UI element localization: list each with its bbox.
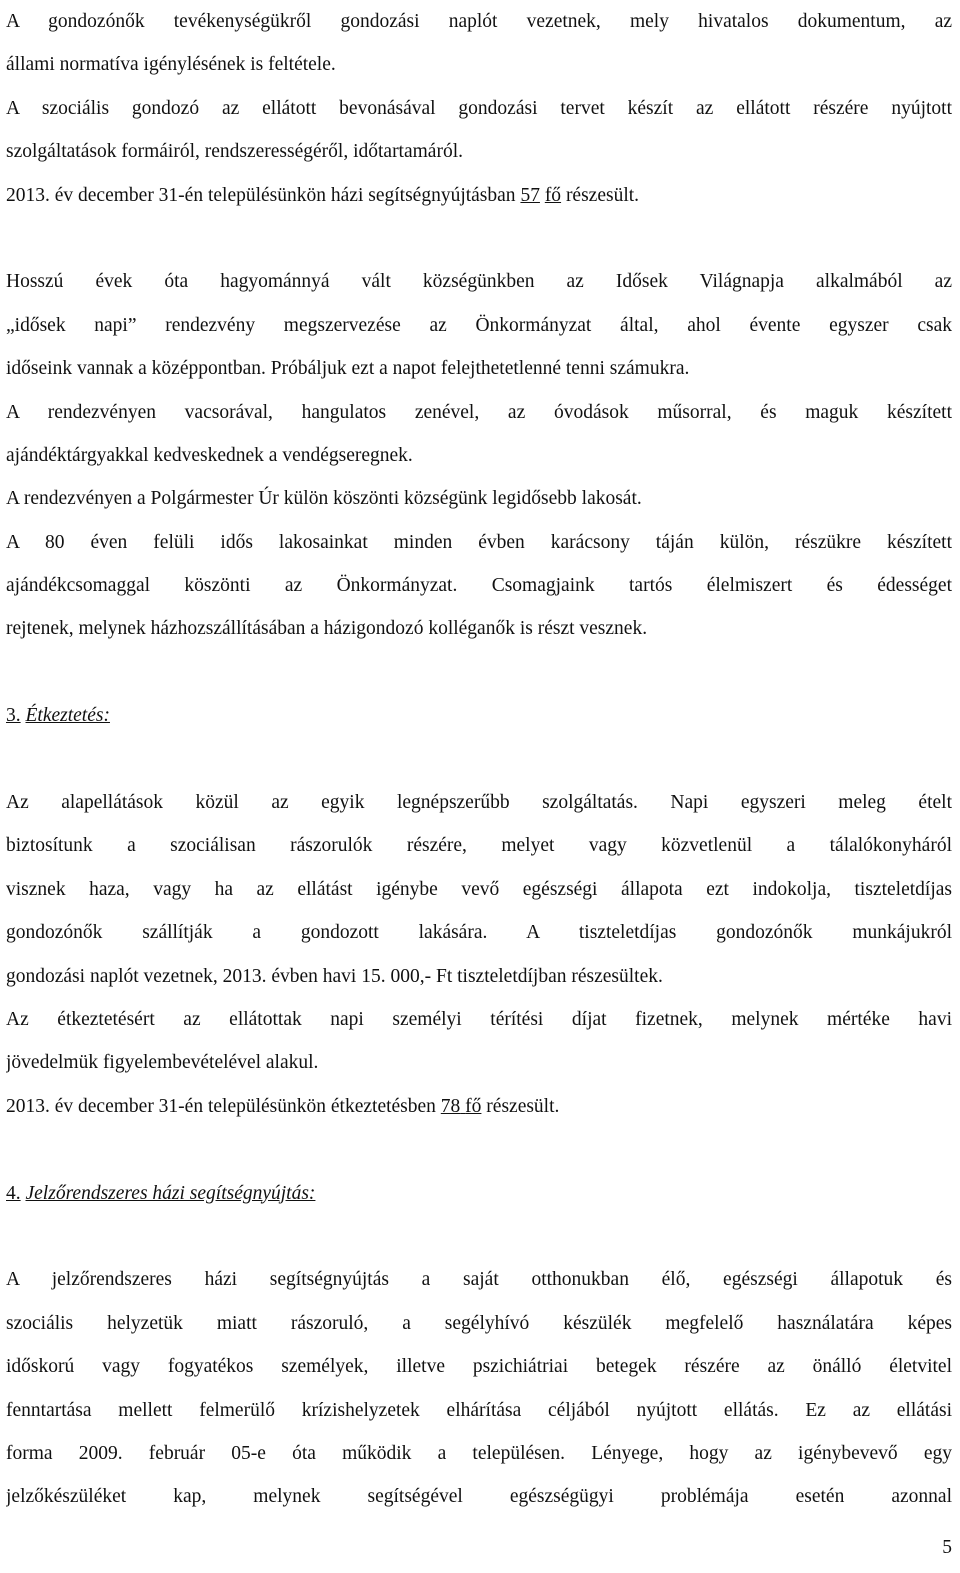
section-number: 3. [6,705,21,727]
paragraph-line: rejtenek, melynek házhozszállításában a házigondozó kolléganők is részt vesznek. [6,618,648,640]
paragraph-line: biztosítunk a szociálisan rászorulók részére, melyet vagy közvetlenül a tálalókonyháról [6,835,952,857]
section-title: Jelzőrendszeres házi segítségnyújtás: [25,1182,316,1204]
paragraph-gap [6,1215,952,1258]
paragraph-line: A gondozónők tevékenységükről gondozási naplót vezetnek, mely hivatalos dokumentum, az [6,11,952,32]
paragraph-line: jövedelmük figyelembevételével alakul. [6,1052,319,1074]
paragraph-line: A rendezvényen vacsorával, hangulatos zenével, az óvodások műsorral, és maguk készített [6,401,952,423]
unit-label: fő [465,1095,482,1117]
paragraph-gap [6,738,952,781]
paragraph-line: időseink vannak a középpontban. Próbáljuk ezt a napot felejthetetlenné tenni számukra. [6,358,690,380]
paragraph-line: Az alapellátások közül az egyik legnépszerűbb szolgáltatás. Napi egyszeri meleg ételt [6,792,952,814]
paragraph-line: gondozási naplót vezetnek, 2013. évben havi 15. 000,- Ft tiszteletdíjban részesültek. [6,965,663,987]
text-fragment: részesült. [481,1095,560,1117]
paragraph-gap [6,217,952,260]
paragraph-line: „idősek napi” rendezvény megszervezése az Önkormányzat által, ahol évente egyszer csak [6,314,952,336]
paragraph-line: A szociális gondozó az ellátott bevonásával gondozási tervet készít az ellátott részére nyújtott [6,97,952,119]
paragraph-line: jelzőkészüléket kap, melynek segítségével egészségügyi problémája esetén azonnal [6,1486,952,1508]
paragraph-line: Hosszú évek óta hagyománnyá vált községünkben az Idősek Világnapja alkalmából az [6,271,952,293]
paragraph-line: gondozónők szállítják a gondozott lakására. A tiszteletdíjas gondozónők munkájukról [6,922,952,944]
text-fragment: 2013. év december 31-én településünkön házi segítségnyújtásban [6,184,521,206]
paragraph-line: A 80 éven felüli idős lakosainkat minden évben karácsony táján külön, részükre készített [6,531,952,553]
page-number: 5 [942,1537,952,1558]
section-title: Étkeztetés: [25,705,110,727]
meal-count: 78 [440,1095,461,1117]
section-heading-4 [6,1172,952,1215]
meal-count-line [6,1085,952,1128]
text-fragment: 2013. év december 31-én településünkön étkeztetésben [6,1095,441,1117]
unit-label: fő [544,184,562,206]
section-heading-3 [6,694,952,737]
paragraph-gap [6,1128,952,1171]
text-fragment: részesült. [561,184,640,206]
paragraph-line: ajándéktárgyakkal kedveskednek a vendégseregnek. [6,444,413,466]
paragraph-line: fenntartása mellett felmerülő krízishelyzetek elhárítása céljából nyújtott ellátás. Ez az ellátási [6,1399,952,1421]
paragraph-line: szolgáltatások formáiról, rendszerességéről, időtartamáról. [6,141,463,163]
paragraph-line: szociális helyzetük miatt rászoruló, a segélyhívó készülék megfelelő használatára képes [6,1312,952,1334]
home-care-count-line [6,174,952,217]
paragraph-line: A jelzőrendszeres házi segítségnyújtás a saját otthonukban élő, egészségi állapotuk és [6,1269,952,1291]
home-care-count: 57 [520,184,540,206]
paragraph-line: ajándékcsomaggal köszönti az Önkormányzat. Csomagjaink tartós élelmiszert és édességet [6,575,952,597]
paragraph-gap [6,651,952,694]
paragraph-line: Az étkeztetésért az ellátottak napi személyi térítési díjat fizetnek, melynek mértéke havi [6,1008,952,1030]
paragraph-line: állami normatíva igénylésének is feltétele. [6,54,336,76]
section-number: 4. [6,1182,21,1204]
paragraph-line: A rendezvényen a Polgármester Úr külön köszönti községünk legidősebb lakosát. [6,488,642,510]
paragraph-line: forma 2009. február 05-e óta működik a településen. Lényege, hogy az igénybevevő egy [6,1442,952,1464]
paragraph-line: visznek haza, vagy ha az ellátást igénybe vevő egészségi állapota ezt indokolja, tiszteletdíjas [6,878,952,900]
paragraph-line: időskorú vagy fogyatékos személyek, illetve pszichiátriai betegek részére az önálló életvitel [6,1356,952,1378]
document-page [6,0,952,1519]
